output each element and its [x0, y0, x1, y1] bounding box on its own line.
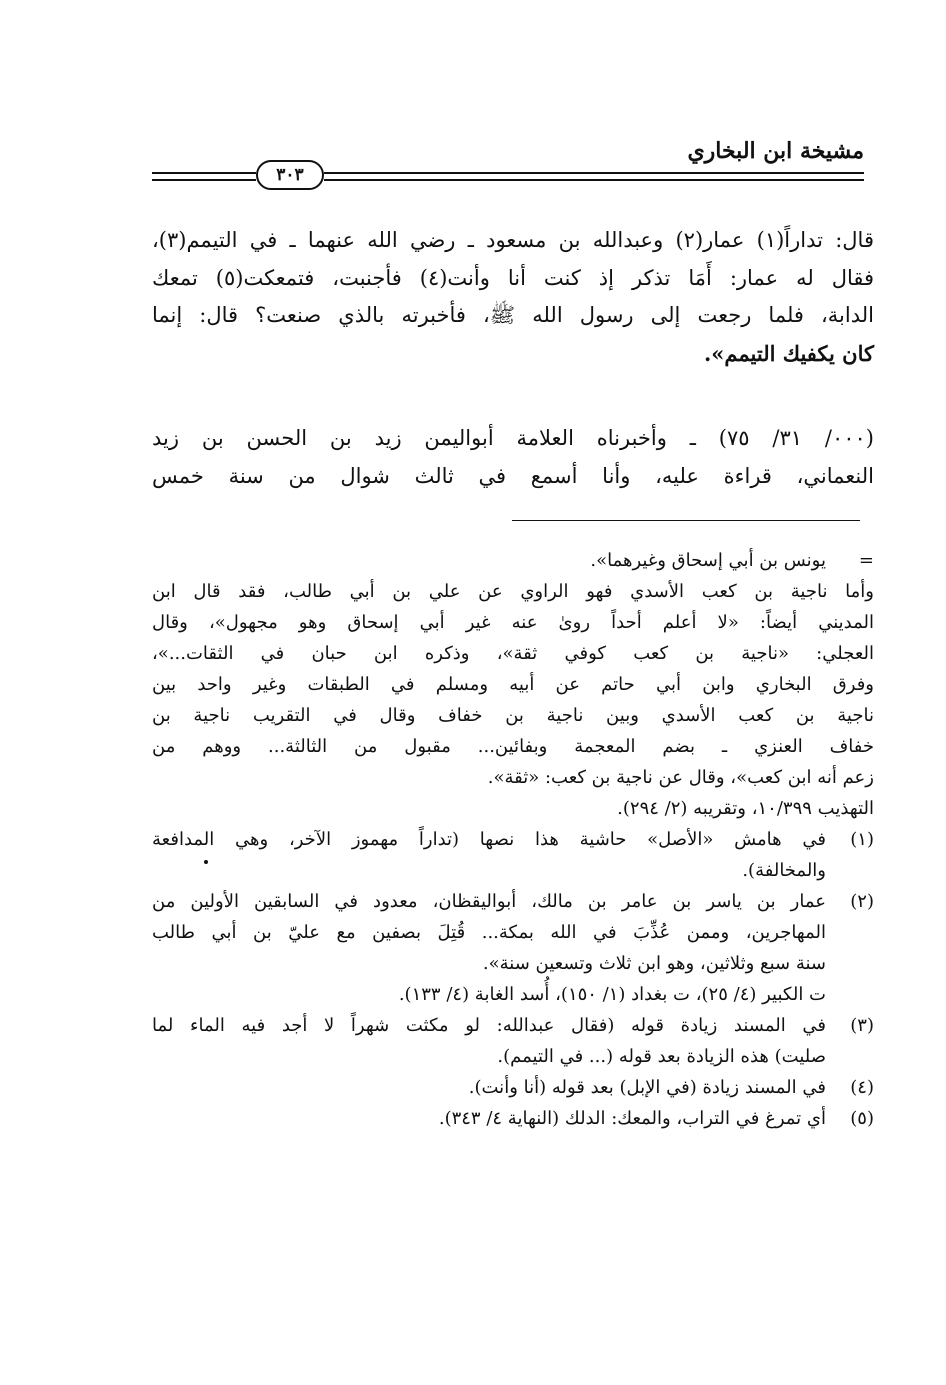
footnote-line: عمار بن ياسر بن عامر بن مالك، أبواليقظان، معدود في السابقين الأولين من: [152, 891, 826, 912]
footnotes: [152, 545, 874, 1134]
header-rule: [324, 179, 864, 181]
footnote-2: [152, 886, 874, 1010]
footnote-separator: [512, 520, 860, 521]
footnote-line: ناجية بن كعب الأسدي وبين ناجية بن خفاف وقال في التقريب ناجية بن: [152, 705, 874, 726]
main-paragraph: [152, 420, 874, 495]
footnote-mark: (٣): [850, 1015, 874, 1036]
footnote-mark: (٢): [850, 891, 874, 912]
footnote-line: المديني أيضاً: «لا أعلم أحداً روىٰ عنه غير أبي إسحاق وهو مجهول»، وقال: [152, 612, 874, 633]
footnote-4: [152, 1072, 874, 1103]
footnote-line: زعم أنه ابن كعب»، وقال عن ناجية بن كعب: «ثقة».: [487, 767, 874, 788]
text-line: فقال له عمار: أَمَا تذكر إذ كنت أنا وأنت(٤) فأجنبت، فتمعكت(٥) تمعك: [152, 265, 875, 290]
footnote-line: في هامش «الأصل» حاشية هذا نصها (تداراً مهموز الآخر، وهي المدافعة: [152, 829, 826, 850]
stray-dot: [204, 860, 208, 864]
footnote-line: المهاجرين، وممن عُذِّبَ في الله بمكة... قُتِلَ بصفين مع عليّ بن أبي طالب: [152, 922, 826, 943]
text-line: قال: تداراً(١) عمار(٢) وعبدالله بن مسعود ـ رضي الله عنهما ـ في التيمم(٣)،: [152, 228, 874, 252]
text-line: الدابة، فلما رجعت إلى رسول الله ﷺ، فأخبرته بالذي صنعت؟ قال: إنما: [152, 303, 874, 327]
footnote-line: وفرق البخاري وابن أبي حاتم عن أبيه ومسلم في الطبقات وغير واحد بين: [152, 674, 874, 695]
footnote-line: أي تمرغ في التراب، والمعك: الدلك (النهاية ٤/ ٣٤٣).: [438, 1108, 826, 1129]
footnote-line: ت الكبير (٤/ ٢٥)، ت بغداد (١/ ١٥٠)، أُسد الغابة (٤/ ١٣٣).: [398, 984, 826, 1005]
footnote-mark: (٥): [850, 1108, 874, 1129]
footnote-line: سنة سبع وثلاثين، وهو ابن ثلاث وتسعين سنة».: [482, 953, 826, 974]
footnote-continuation: [152, 545, 874, 576]
footnote-line: خفاف العنزي ـ بضم المعجمة وبفائين... مقبول من الثالثة... ووهم من: [152, 736, 874, 757]
footnote-mark: (٤): [850, 1077, 874, 1098]
footnote-line: في المسند زيادة قوله (فقال عبدالله: لو مكثت شهراً لا أجد فيه الماء لما: [152, 1015, 826, 1036]
footnote-line: التهذيب ١٠/٣٩٩، وتقريبه (٢/ ٢٩٤).: [617, 798, 874, 819]
running-title: مشيخة ابن البخاري: [687, 138, 864, 164]
footnote-3: [152, 1010, 874, 1072]
footnote-continuation-body: [152, 576, 874, 824]
text-line: كان يكفيك التيمم».: [704, 340, 874, 366]
footnote-line: العجلي: «ناجية بن كعب كوفي ثقة»، وذكره ابن حبان في الثقات...»،: [152, 643, 874, 664]
footnote-5: [152, 1103, 874, 1134]
continuation-mark: =: [858, 550, 874, 571]
footnote-line: وأما ناجية بن كعب الأسدي فهو الراوي عن علي بن أبي طالب، فقد قال ابن: [152, 581, 874, 602]
footnote-line: يونس بن أبي إسحاق وغيرهما».: [590, 550, 826, 571]
text-line: النعماني، قراءة عليه، وأنا أسمع في ثالث شوال من سنة خمس: [152, 463, 874, 488]
page-number: ٣٠٣: [256, 160, 324, 190]
footnote-mark: (١): [850, 829, 874, 850]
footnote-1: [152, 824, 874, 886]
footnote-line: صليت) هذه الزيادة بعد قوله (... في التيمم).: [497, 1046, 826, 1067]
text-line: (٠٠٠/ ٣١/ ٧٥) ـ وأخبرناه العلامة أبواليمن زيد بن الحسن بن زيد: [152, 426, 874, 450]
footnote-line: في المسند زيادة (في الإبل) بعد قوله (أنا وأنت).: [468, 1077, 826, 1098]
main-paragraph: [152, 222, 874, 372]
footnote-line: والمخالفة).: [742, 860, 826, 881]
header-rule: [324, 172, 864, 174]
header-rule: [152, 172, 256, 174]
header-rule: [152, 179, 256, 181]
